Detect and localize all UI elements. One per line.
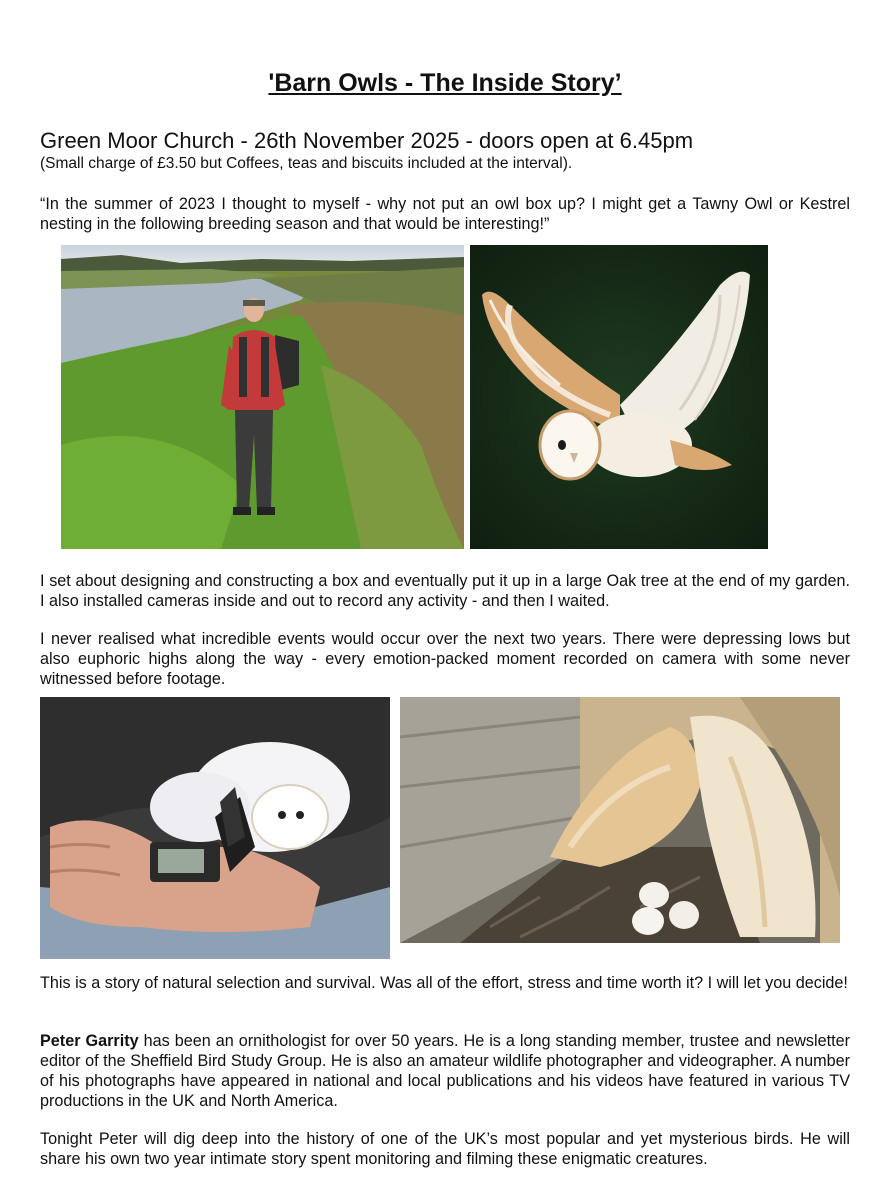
paragraph-events: I never realised what incredible events would occur over the next two years. There were depressing lows but also euphoric highs along the way - every emotion-packed moment recorded on camera with some never witnessed before footage. xyxy=(40,630,850,688)
paragraph-presenter xyxy=(40,1031,850,1111)
admission-note: (Small charge of £3.50 but Coffees, teas and biscuits included at the interval). xyxy=(40,155,573,172)
event-title: 'Barn Owls - The Inside Story’ xyxy=(268,69,622,97)
photo-owls-nest-eggs xyxy=(400,697,840,943)
presenter-bio: has been an ornithologist for over 50 years. He is a long standing member, trustee and newsletter editor of the Sheffield Bird Study Group. He is also an amateur wildlife photographer and videographer. A number of his photographs have appeared in national and local publications and his videos have featured in various TV productions in the UK and North America. xyxy=(40,1032,850,1110)
intro-quote: “In the summer of 2023 I thought to myself - why not put an owl box up? I might get a Tawny Owl or Kestrel nesting in the following breeding season and that would be interesting!” xyxy=(40,195,850,233)
photo-owlet-measurement xyxy=(40,697,390,959)
photo-barn-owl-flight xyxy=(470,245,768,549)
presenter-name: Peter Garrity xyxy=(40,1032,139,1050)
paragraph-tonight: Tonight Peter will dig deep into the history of one of the UK’s most popular and yet mysterious birds. He will share his own two year intimate story spent monitoring and filming these enigmatic creatures. xyxy=(40,1130,850,1168)
photo-presenter-moorland xyxy=(61,245,464,549)
event-details: Green Moor Church - 26th November 2025 - doors open at 6.45pm xyxy=(40,128,694,153)
paragraph-box-construction: I set about designing and constructing a box and eventually put it up in a large Oak tree at the end of my garden. I also installed cameras inside and out to record any activity - and then I waited. xyxy=(40,572,850,610)
paragraph-story: This is a story of natural selection and survival. Was all of the effort, stress and time worth it? I will let you decide! xyxy=(40,974,848,992)
